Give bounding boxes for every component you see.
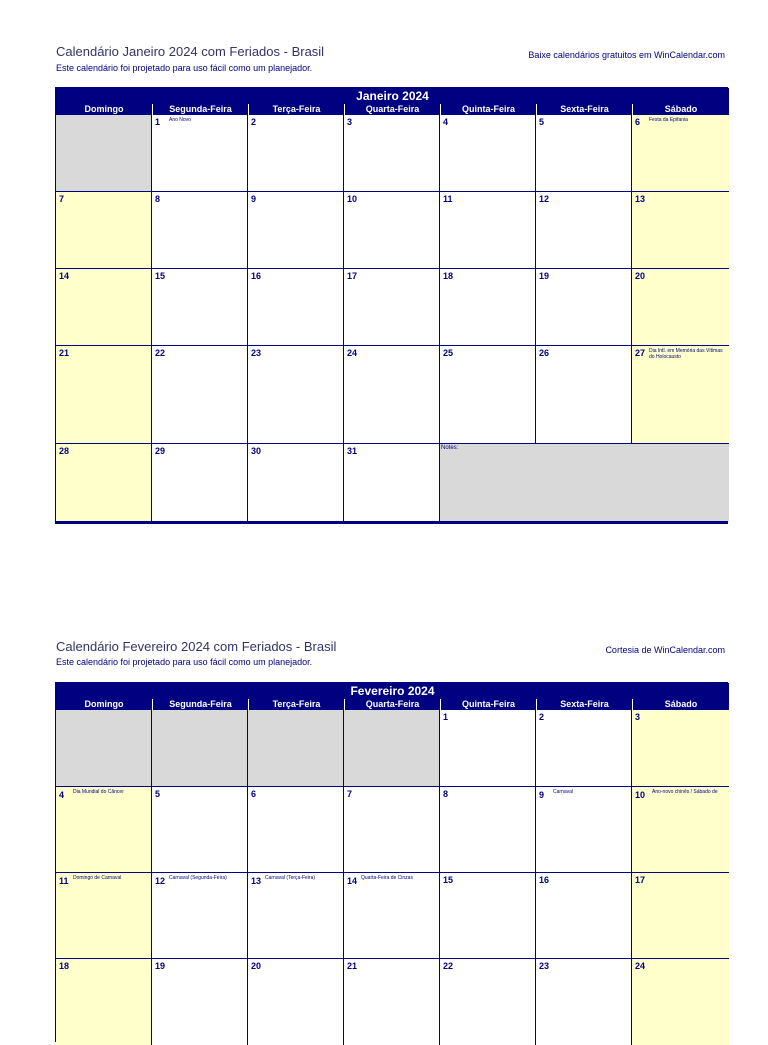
day-cell-jan-13[interactable] xyxy=(632,192,729,269)
day-cell-jan-2[interactable] xyxy=(248,115,344,192)
weekday-wednesday: Quarta-Feira xyxy=(344,699,440,710)
day-cell-feb-15[interactable] xyxy=(440,873,536,959)
holiday-label: Carnaval (Terça-Feira) xyxy=(265,875,316,881)
empty-day-cell xyxy=(344,710,440,787)
day-cell-jan-14[interactable] xyxy=(56,269,152,346)
day-number: 5 xyxy=(539,117,545,127)
day-number: 9 xyxy=(539,790,545,800)
day-number: 5 xyxy=(155,789,161,799)
day-cell-jan-23[interactable] xyxy=(248,346,344,444)
day-number: 20 xyxy=(635,271,646,281)
day-number: 14 xyxy=(59,271,70,281)
weekday-tuesday: Terça-Feira xyxy=(248,104,344,115)
wincalendar-download-link[interactable]: Baixe calendários gratuitos em WinCalendar.com xyxy=(528,50,725,60)
empty-day-cell xyxy=(152,710,248,787)
day-cell-feb-1[interactable] xyxy=(440,710,536,787)
wincalendar-courtesy-link[interactable]: Cortesia de WinCalendar.com xyxy=(605,645,725,655)
day-number: 13 xyxy=(251,876,262,886)
day-number: 11 xyxy=(59,876,69,886)
day-number: 17 xyxy=(347,271,358,281)
day-number: 23 xyxy=(539,961,550,971)
day-number: 31 xyxy=(347,446,358,456)
day-cell-jan-10[interactable] xyxy=(344,192,440,269)
day-number: 1 xyxy=(443,712,449,722)
weekday-wednesday: Quarta-Feira xyxy=(344,104,440,115)
weekday-thursday: Quinta-Feira xyxy=(440,699,536,710)
notes-area[interactable] xyxy=(440,444,729,521)
day-number: 2 xyxy=(251,117,257,127)
holiday-label: Dia Mundial do Câncer xyxy=(73,789,124,795)
day-cell-jan-29[interactable] xyxy=(152,444,248,521)
day-cell-jan-9[interactable] xyxy=(248,192,344,269)
day-number: 2 xyxy=(539,712,545,722)
holiday-label: Dia Intl. em Memória das Vítimas do Holocausto xyxy=(649,348,723,360)
notes-label: Notes: xyxy=(441,445,459,451)
day-number: 19 xyxy=(539,271,550,281)
day-cell-feb-5[interactable] xyxy=(152,787,248,873)
day-cell-feb-12[interactable] xyxy=(152,873,248,959)
day-number: 24 xyxy=(347,348,358,358)
day-cell-jan-3[interactable] xyxy=(344,115,440,192)
day-number: 8 xyxy=(155,194,161,204)
day-cell-feb-6[interactable] xyxy=(248,787,344,873)
holiday-label: Ano-novo chinês / Sábado de xyxy=(652,789,718,795)
empty-day-cell xyxy=(56,115,152,192)
day-number: 4 xyxy=(59,790,65,800)
february-subtitle: Este calendário foi projetado para uso fácil como um planejador. xyxy=(56,657,313,667)
day-number: 22 xyxy=(155,348,166,358)
day-cell-feb-16[interactable] xyxy=(536,873,632,959)
day-cell-feb-22[interactable] xyxy=(440,959,536,1045)
day-number: 12 xyxy=(155,876,166,886)
day-number: 13 xyxy=(635,194,646,204)
day-cell-jan-1[interactable] xyxy=(152,115,248,192)
day-number: 4 xyxy=(443,117,449,127)
january-calendar xyxy=(55,87,728,524)
day-cell-feb-4[interactable] xyxy=(56,787,152,873)
day-cell-jan-4[interactable] xyxy=(440,115,536,192)
day-cell-feb-18[interactable] xyxy=(56,959,152,1045)
day-number: 28 xyxy=(59,446,70,456)
day-cell-feb-10[interactable] xyxy=(632,787,729,873)
month-header: Janeiro 2024 xyxy=(56,88,729,104)
day-number: 16 xyxy=(539,875,550,885)
day-number: 24 xyxy=(635,961,646,971)
day-cell-feb-2[interactable] xyxy=(536,710,632,787)
day-number: 1 xyxy=(155,117,161,127)
day-number: 15 xyxy=(443,875,454,885)
day-number: 22 xyxy=(443,961,454,971)
day-cell-feb-14[interactable] xyxy=(344,873,440,959)
empty-day-cell xyxy=(248,710,344,787)
day-cell-jan-26[interactable] xyxy=(536,346,632,444)
day-number: 19 xyxy=(155,961,166,971)
day-cell-jan-30[interactable] xyxy=(248,444,344,521)
day-cell-jan-19[interactable] xyxy=(536,269,632,346)
day-number: 7 xyxy=(347,789,353,799)
empty-day-cell xyxy=(56,710,152,787)
day-cell-feb-11[interactable] xyxy=(56,873,152,959)
day-cell-jan-5[interactable] xyxy=(536,115,632,192)
weekday-tuesday: Terça-Feira xyxy=(248,699,344,710)
weekday-sunday: Domingo xyxy=(56,699,152,710)
day-cell-jan-21[interactable] xyxy=(56,346,152,444)
day-cell-jan-7[interactable] xyxy=(56,192,152,269)
holiday-label: Domingo de Carnaval xyxy=(73,875,122,881)
day-number: 29 xyxy=(155,446,166,456)
day-number: 3 xyxy=(635,712,641,722)
day-cell-jan-11[interactable] xyxy=(440,192,536,269)
day-number: 16 xyxy=(251,271,262,281)
day-number: 23 xyxy=(251,348,262,358)
day-number: 25 xyxy=(443,348,454,358)
day-number: 10 xyxy=(347,194,358,204)
day-number: 15 xyxy=(155,271,166,281)
day-cell-jan-20[interactable] xyxy=(632,269,729,346)
day-number: 6 xyxy=(635,117,641,127)
day-cell-feb-13[interactable] xyxy=(248,873,344,959)
day-cell-jan-31[interactable] xyxy=(344,444,440,521)
january-subtitle: Este calendário foi projetado para uso fácil como um planejador. xyxy=(56,63,313,73)
day-number: 27 xyxy=(635,348,646,358)
day-number: 21 xyxy=(347,961,358,971)
holiday-label: Festa da Epifania xyxy=(649,117,688,123)
day-cell-jan-27[interactable] xyxy=(632,346,729,444)
day-cell-feb-23[interactable] xyxy=(536,959,632,1045)
day-cell-jan-28[interactable] xyxy=(56,444,152,521)
day-number: 11 xyxy=(443,194,453,204)
month-header: Fevereiro 2024 xyxy=(56,683,729,699)
day-number: 10 xyxy=(635,790,646,800)
day-number: 18 xyxy=(59,961,70,971)
day-cell-jan-12[interactable] xyxy=(536,192,632,269)
weekday-friday: Sexta-Feira xyxy=(536,699,632,710)
day-cell-jan-18[interactable] xyxy=(440,269,536,346)
holiday-label: Ano Novo xyxy=(169,117,191,123)
weekday-friday: Sexta-Feira xyxy=(536,104,632,115)
day-number: 20 xyxy=(251,961,262,971)
weekday-monday: Segunda-Feira xyxy=(152,699,248,710)
day-number: 14 xyxy=(347,876,358,886)
day-cell-jan-25[interactable] xyxy=(440,346,536,444)
day-cell-jan-8[interactable] xyxy=(152,192,248,269)
day-cell-feb-17[interactable] xyxy=(632,873,729,959)
day-number: 3 xyxy=(347,117,353,127)
day-number: 12 xyxy=(539,194,550,204)
day-number: 9 xyxy=(251,194,257,204)
day-cell-feb-21[interactable] xyxy=(344,959,440,1045)
day-cell-jan-22[interactable] xyxy=(152,346,248,444)
day-cell-jan-16[interactable] xyxy=(248,269,344,346)
holiday-label: Carnaval (Segunda-Feira) xyxy=(169,875,227,881)
weekday-thursday: Quinta-Feira xyxy=(440,104,536,115)
day-cell-feb-20[interactable] xyxy=(248,959,344,1045)
january-title: Calendário Janeiro 2024 com Feriados - Brasil xyxy=(56,44,325,59)
day-cell-jan-15[interactable] xyxy=(152,269,248,346)
weekday-saturday: Sábado xyxy=(632,104,729,115)
day-number: 6 xyxy=(251,789,257,799)
day-number: 21 xyxy=(59,348,70,358)
weekday-saturday: Sábado xyxy=(632,699,729,710)
february-calendar xyxy=(55,682,728,1042)
weekday-monday: Segunda-Feira xyxy=(152,104,248,115)
day-cell-feb-3[interactable] xyxy=(632,710,729,787)
day-cell-jan-17[interactable] xyxy=(344,269,440,346)
day-cell-feb-8[interactable] xyxy=(440,787,536,873)
day-number: 8 xyxy=(443,789,449,799)
day-number: 18 xyxy=(443,271,454,281)
day-number: 7 xyxy=(59,194,65,204)
day-cell-feb-19[interactable] xyxy=(152,959,248,1045)
february-title: Calendário Fevereiro 2024 com Feriados - Brasil xyxy=(56,639,337,654)
day-number: 26 xyxy=(539,348,550,358)
day-number: 17 xyxy=(635,875,646,885)
day-cell-jan-24[interactable] xyxy=(344,346,440,444)
day-number: 30 xyxy=(251,446,262,456)
holiday-label: Quarta-Feira de Cinzas xyxy=(361,875,413,881)
holiday-label: Carnaval xyxy=(553,789,574,795)
day-cell-feb-7[interactable] xyxy=(344,787,440,873)
day-cell-feb-9[interactable] xyxy=(536,787,632,873)
weekday-sunday: Domingo xyxy=(56,104,152,115)
day-cell-jan-6[interactable] xyxy=(632,115,729,192)
day-cell-feb-24[interactable] xyxy=(632,959,729,1045)
